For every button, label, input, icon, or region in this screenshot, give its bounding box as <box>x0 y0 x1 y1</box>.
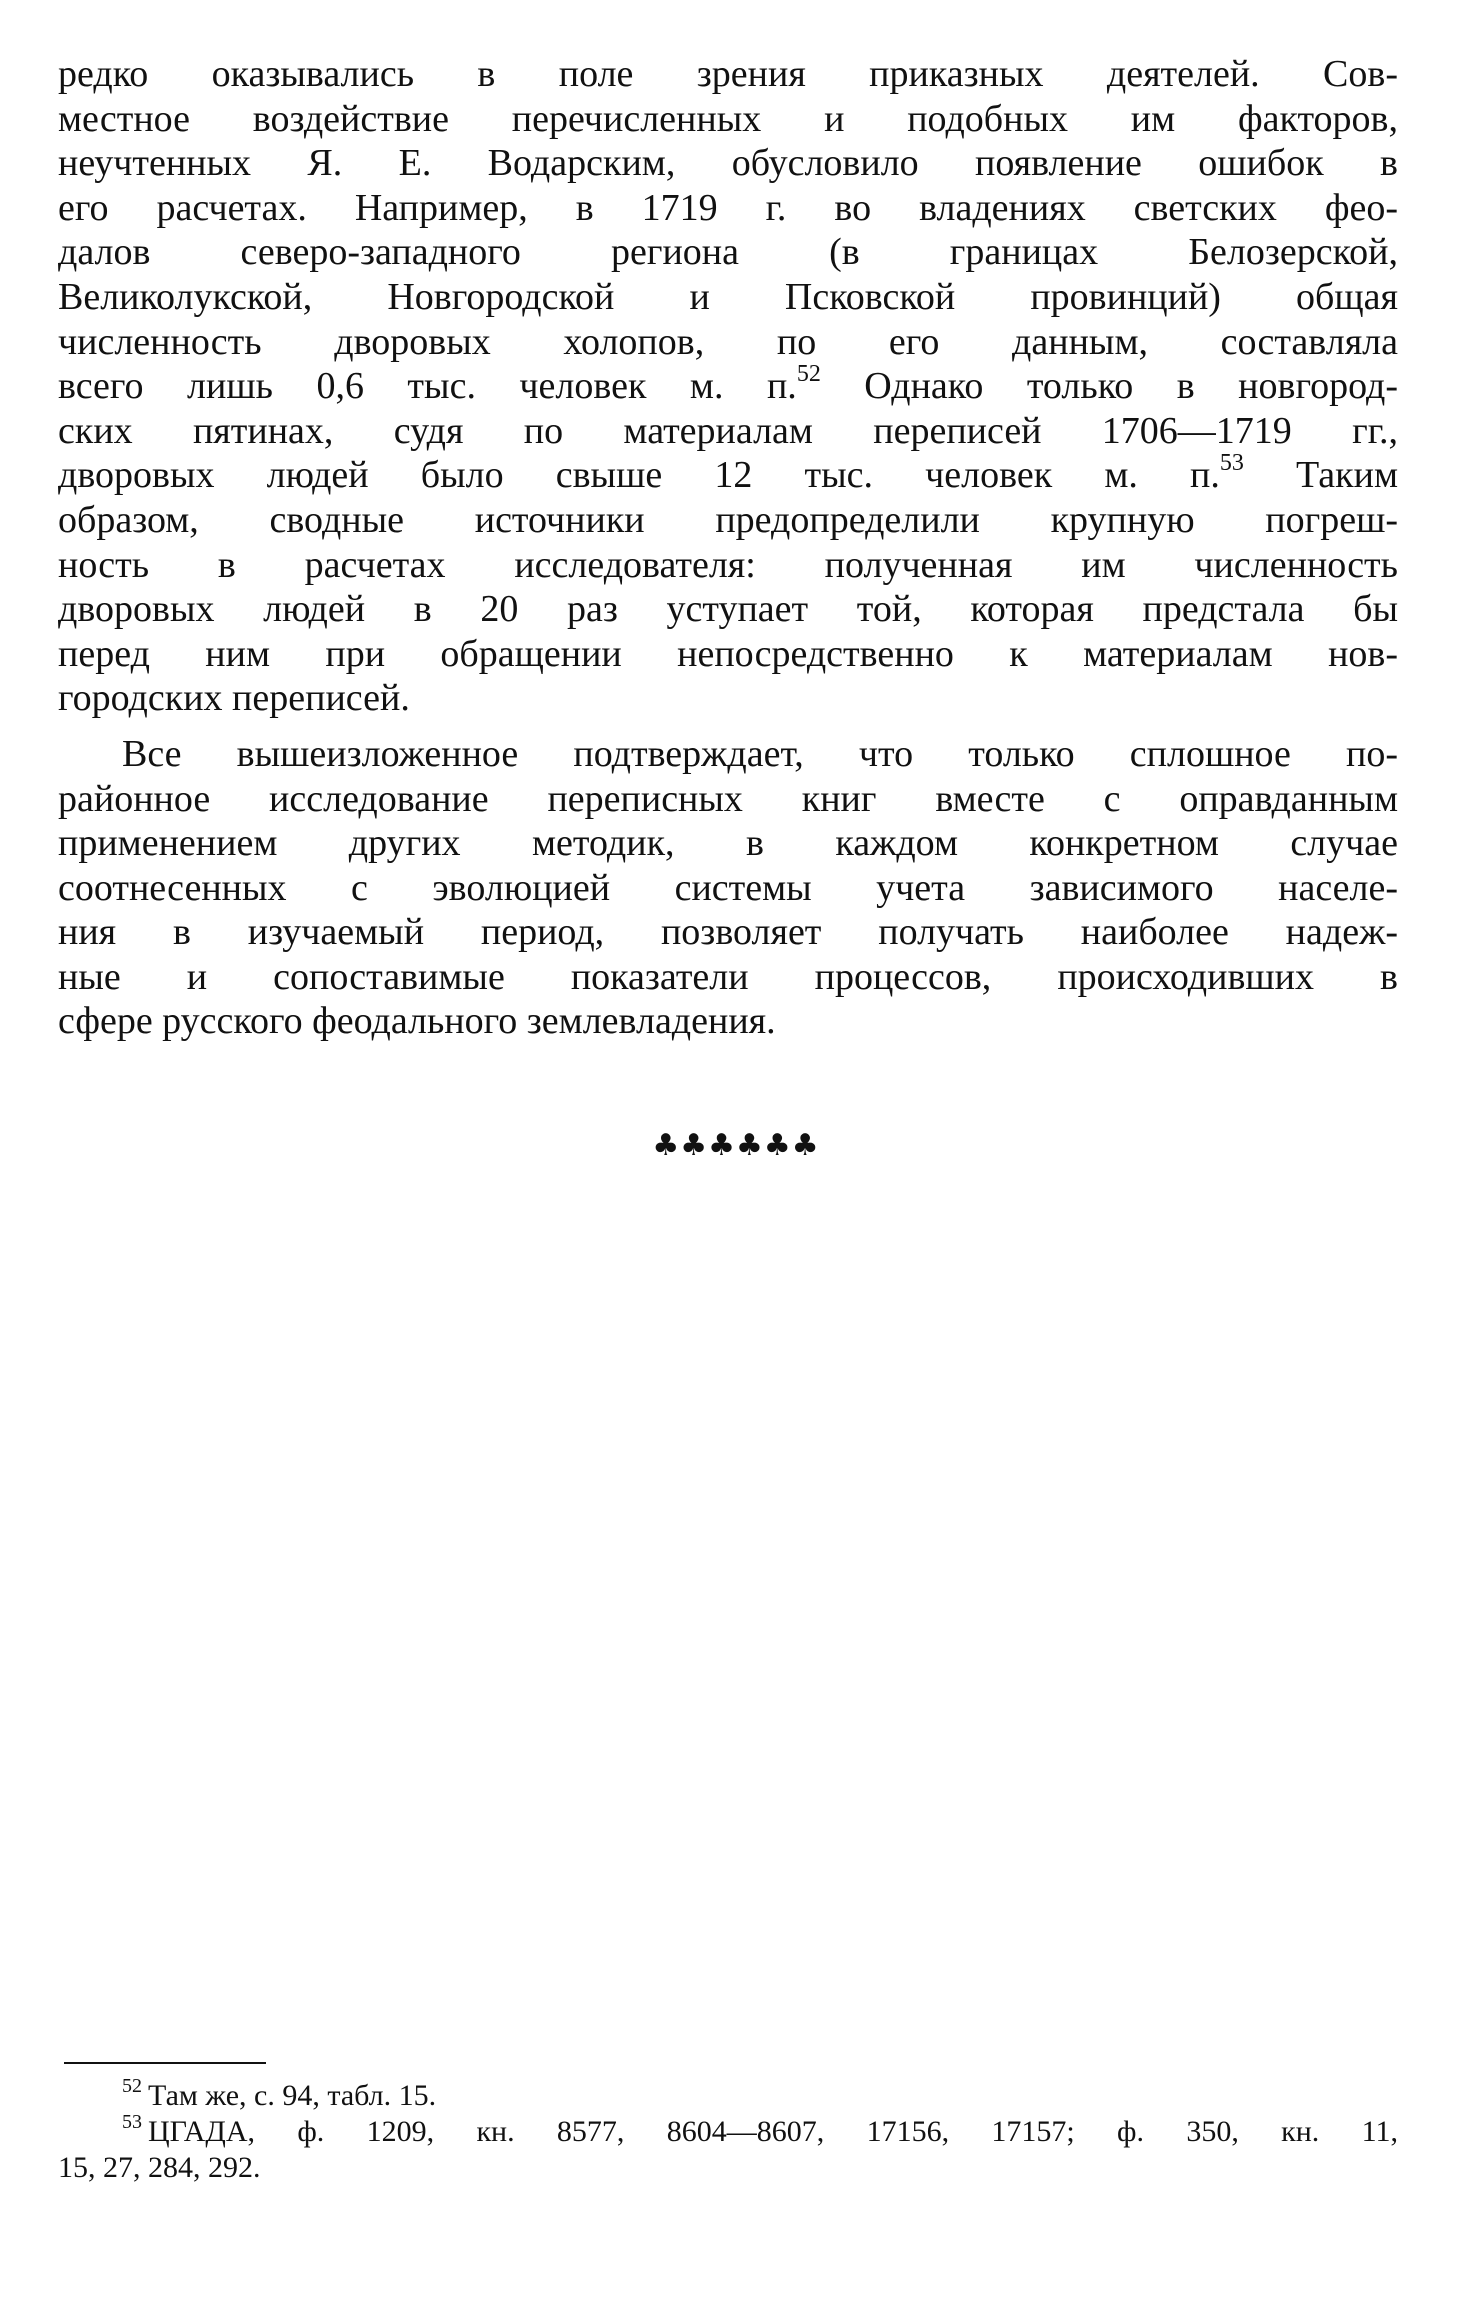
text-line: районное исследование переписных книг вместе с оправданным <box>58 777 1398 820</box>
text-fragment: всего лишь 0,6 тыс. человек м. п. <box>58 365 797 408</box>
text-fragment: дворовых людей было свыше 12 тыс. человек м. п. <box>58 454 1220 497</box>
footnote-53-continuation: 15, 27, 284, 292. <box>58 2151 261 2184</box>
ornament-divider: ♣♣♣♣♣♣ <box>652 1128 820 1163</box>
text-line: его расчетах. Например, в 1719 г. во владениях светских фео- <box>58 186 1398 229</box>
text-line: неучтенных Я. Е. Водарским, обусловило появление ошибок в <box>58 142 1398 185</box>
footnote-text: ЦГАДА, ф. 1209, кн. 8577, 8604—8607, 17156, 17157; ф. 350, кн. 11, <box>148 2115 1398 2148</box>
text-line: редко оказывались в поле зрения приказных деятелей. Сов- <box>58 53 1398 95</box>
text-line: дворовых людей в 20 раз уступает той, которая предстала бы <box>58 588 1398 631</box>
text-line: Великолукской, Новгородской и Псковской провинций) общая <box>58 275 1398 318</box>
text-line: перед ним при обращении непосредственно к материалам нов- <box>58 632 1398 675</box>
text-line: местное воздействие перечисленных и подобных им факторов, <box>58 97 1398 140</box>
text-line: численность дворовых холопов, по его данным, составляла <box>58 320 1398 363</box>
footnote-rule <box>64 2062 266 2064</box>
footnotes <box>58 2075 1398 2186</box>
footnote-text: Там же, с. 94, табл. 15. <box>148 2079 437 2112</box>
footnote-53 <box>58 2111 1398 2150</box>
text-fragment: Таким <box>1243 454 1398 497</box>
text-line: далов северо-западного региона (в границах Белозерской, <box>58 231 1398 274</box>
main-text <box>58 52 1398 1044</box>
text-line: соотнесенных с эволюцией системы учета зависимого населе- <box>58 866 1398 909</box>
text-fragment: Однако только в новгород- <box>820 365 1398 408</box>
text-line-with-footnote-ref <box>58 449 1398 498</box>
text-line: применением других методик, в каждом конкретном случае <box>58 822 1398 865</box>
footnote-number: 53 <box>122 2111 142 2133</box>
paragraph <box>58 732 1398 1044</box>
text-line: сфере русского феодального землевладения. <box>58 1000 776 1043</box>
text-line: ния в изучаемый период, позволяет получать наиболее надеж- <box>58 911 1398 954</box>
text-line: городских переписей. <box>58 677 410 720</box>
paragraph <box>58 52 1398 721</box>
footnote-ref-52: 52 <box>796 360 821 387</box>
text-line: ные и сопоставимые показатели процессов, происходивших в <box>58 955 1398 998</box>
text-line: ность в расчетах исследователя: полученная им численность <box>58 543 1398 586</box>
text-line-with-footnote-ref <box>58 360 1398 409</box>
text-line: Все вышеизложенное подтверждает, что только сплошное по- <box>122 732 1398 775</box>
text-line: образом, сводные источники предопределили крупную погреш- <box>58 498 1398 541</box>
paragraph-gap <box>58 721 1398 732</box>
footnote-52 <box>58 2075 1398 2114</box>
text-line: ских пятинах, судя по материалам переписей 1706—1719 гг., <box>58 409 1398 452</box>
footnote-ref-53: 53 <box>1219 449 1244 476</box>
footnote-number: 52 <box>122 2075 142 2097</box>
